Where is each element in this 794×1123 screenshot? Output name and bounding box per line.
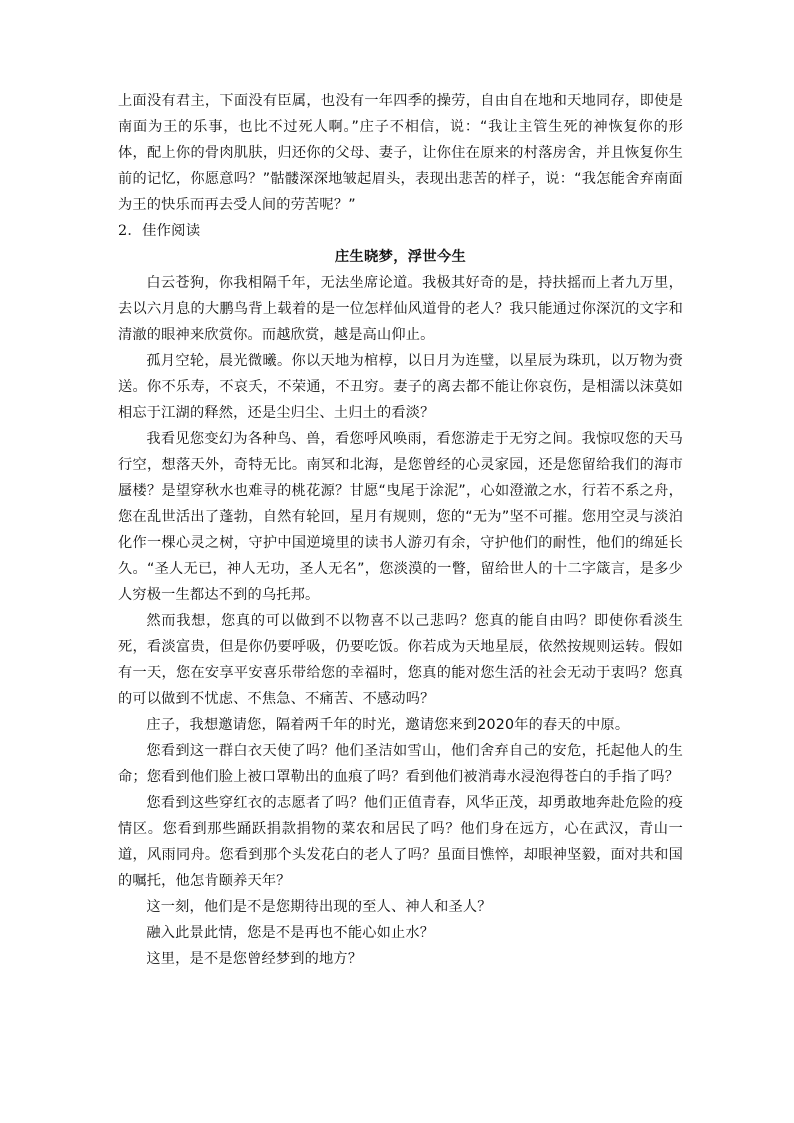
essay-paragraph: 白云苍狗，你我相隔千年，无法坐席论道。我极其好奇的是，持扶摇而上者九万里，去以六月息的大鹏鸟背上载着的是一位怎样仙风道骨的老人？我只能通过你深沉的文字和清澈的眼神来欣赏你。而越欣赏，越是高山仰止。 xyxy=(118,275,683,343)
essay-title: 庄生晓梦，浮世今生 xyxy=(334,249,467,265)
essay-paragraph: 孤月空轮，晨光微曦。你以天地为棺椁，以日月为连璧，以星辰为珠玑，以万物为赍送。你不乐寿，不哀夭，不荣通，不丑穷。妻子的离去都不能让你哀伤，是相濡以沫莫如相忘于江湖的释然，还是尘归尘、土归土的看淡？ xyxy=(118,353,683,421)
essay-paragraph: 这一刻，他们是不是您期待出现的至人、神人和圣人？ xyxy=(146,899,492,915)
essay-paragraph: 然而我想，您真的可以做到不以物喜不以己悲吗？您真的能自由吗？即使你看淡生死，看淡富贵，但是你仍要呼吸，仍要吃饭。你若成为天地星辰，依然按规则运转。假如有一天，您在安享平安喜乐带给您的幸福时，您真的能对您生活的社会无动于衷吗？您真的可以做到不忧虑、不焦急、不痛苦、不感动吗？ xyxy=(118,613,683,707)
continuation-paragraph: 上面没有君主，下面没有臣属，也没有一年四季的操劳，自由自在地和天地同存，即使是南面为王的乐事，也比不过死人啊。”庄子不相信，说：“我让主管生死的神恢复你的形体，配上你的骨肉肌肤，归还你的父母、妻子，让你住在原来的村落房舍，并且恢复你生前的记忆，你愿意吗？”骷髅深深地皱起眉头，表现出悲苦的样子，说：“我怎能舍弃南面为王的快乐而再去受人间的劳苦呢？” xyxy=(118,93,683,213)
essay-paragraph: 您看到这一群白衣天使了吗？他们圣洁如雪山，他们舍弃自己的安危，托起他人的生命；您看到他们脸上被口罩勒出的血痕了吗？看到他们被消毒水浸泡得苍白的手指了吗？ xyxy=(118,743,683,785)
essay-paragraph: 我看见您变幻为各种鸟、兽，看您呼风唤雨，看您游走于无穷之间。我惊叹您的天马行空，想落天外，奇特无比。南冥和北海，是您曾经的心灵家园，还是您留给我们的海市蜃楼？是望穿秋水也难寻的桃花源？甘愿“曳尾于涂泥”，心如澄澈之水，行若不系之舟，您在乱世活出了蓬勃，自然有轮回，星月有规则，您的“无为”坚不可摧。您用空灵与淡泊化作一棵心灵之树，守护中国逆境里的读书人游刃有余，守护他们的耐性，他们的绵延长久。“圣人无已，神人无功，圣人无名”，您淡漠的一瞥，留给世人的十二字箴言，是多少人穷极一生都达不到的乌托邦。 xyxy=(118,431,683,603)
essay-paragraph: 融入此景此情，您是不是再也不能心如止水？ xyxy=(146,925,435,941)
essay-paragraph: 庄子，我想邀请您，隔着两千年的时光，邀请您来到2020年的春天的中原。 xyxy=(146,717,630,733)
essay-paragraph: 您看到这些穿红衣的志愿者了吗？他们正值青春，风华正茂，却勇敢地奔赴危险的疫情区。您看到那些踊跃捐款捐物的菜农和居民了吗？他们身在远方，心在武汉，青山一道，风雨同舟。您看到那个头发花白的老人了吗？虽面目憔悴，却眼神坚毅，面对共和国的嘱托，他怎肯颐养天年？ xyxy=(118,795,683,889)
section-heading: 2．佳作阅读 xyxy=(118,223,201,239)
essay-paragraph: 这里，是不是您曾经梦到的地方？ xyxy=(146,951,363,967)
continuation-block xyxy=(118,88,683,218)
document-content xyxy=(118,88,683,972)
